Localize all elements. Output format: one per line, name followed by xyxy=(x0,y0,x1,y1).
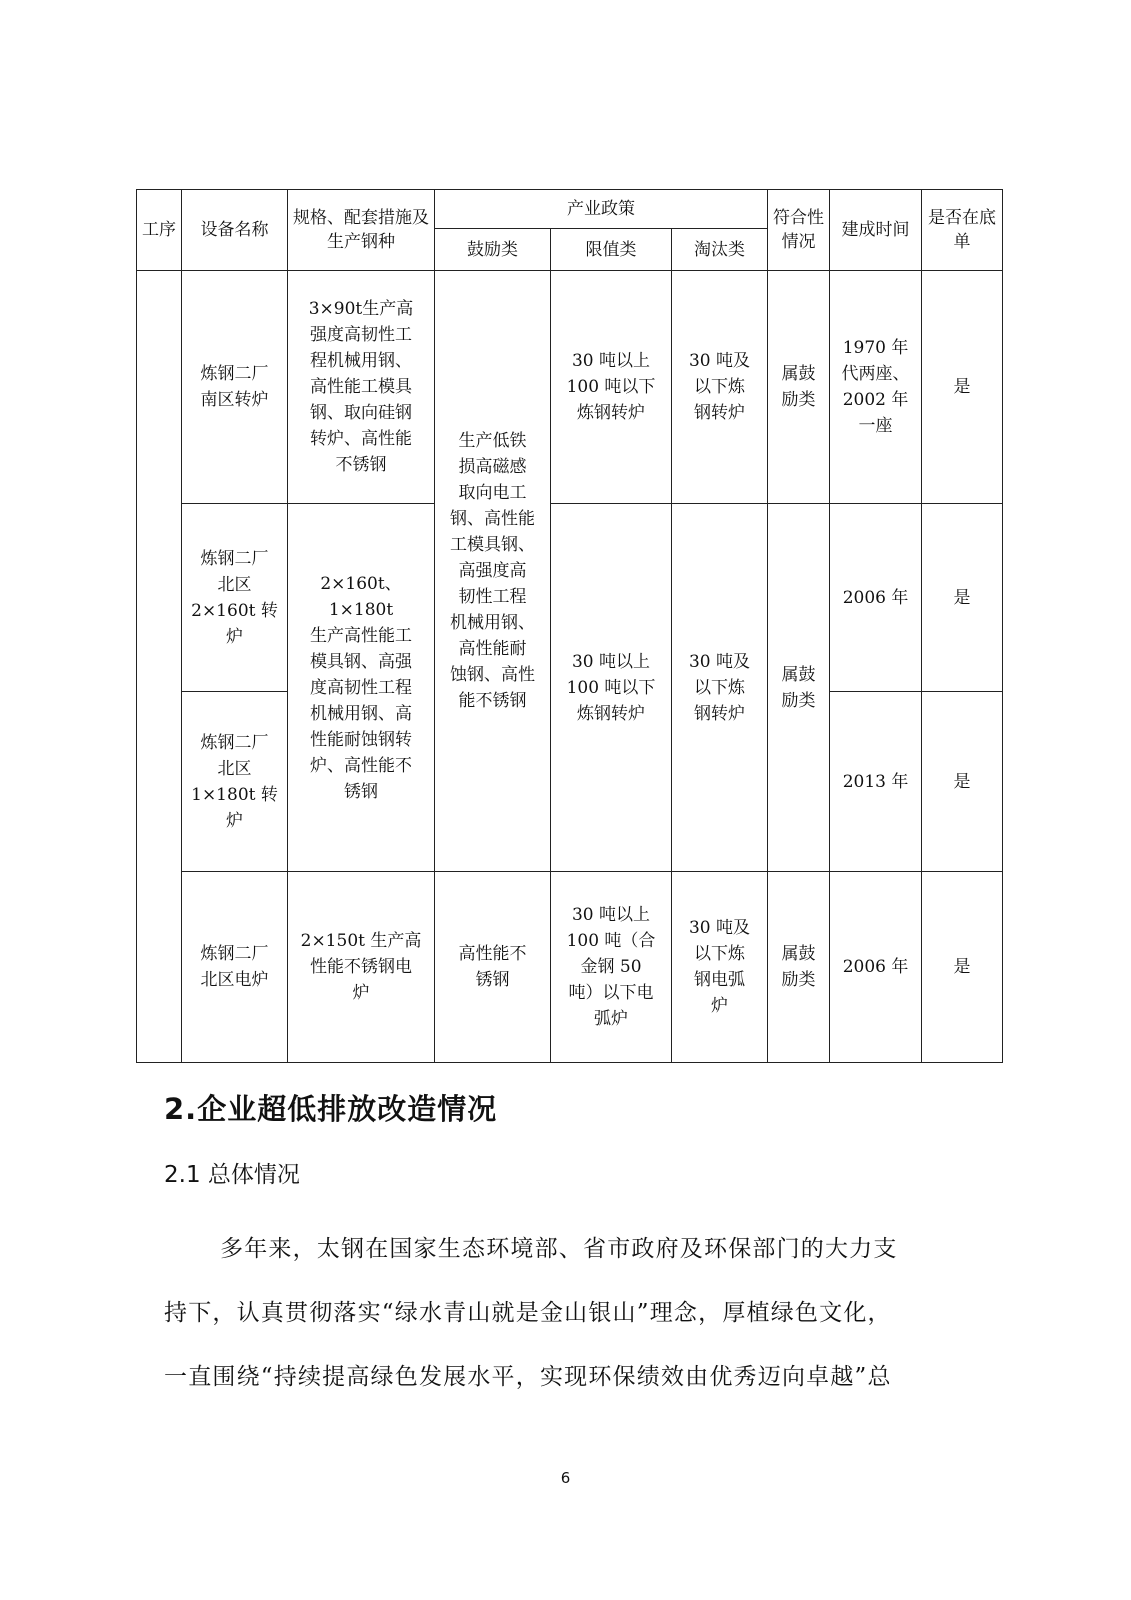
header-process: 工序 xyxy=(137,190,182,271)
spec-cell: 2×150t 生产高 性能不锈钢电 炉 xyxy=(288,872,435,1063)
header-industry-policy: 产业政策 xyxy=(435,190,768,229)
in-list-cell: 是 xyxy=(922,504,1003,692)
encouraged-cell: 高性能不 锈钢 xyxy=(435,872,551,1063)
compliance-cell: 属鼓 励类 xyxy=(768,504,830,872)
in-list-cell: 是 xyxy=(922,271,1003,504)
build-time-cell: 2013 年 xyxy=(830,692,922,872)
header-eliminated: 淘汰类 xyxy=(672,229,768,271)
build-time-cell: 2006 年 xyxy=(830,872,922,1063)
header-build-time: 建成时间 xyxy=(830,190,922,271)
device-name-cell: 炼钢二厂 北区电炉 xyxy=(182,872,288,1063)
device-name-cell: 炼钢二厂 北区 1×180t 转 炉 xyxy=(182,692,288,872)
header-device-name: 设备名称 xyxy=(182,190,288,271)
table-row xyxy=(137,504,1003,692)
section-title: 2.企业超低排放改造情况 xyxy=(164,1092,498,1126)
spec-cell: 2×160t、1×180t 生产高性能工 模具钢、高强 度高韧性工程 机械用钢、高 性能耐蚀钢转 炉、高性能不 锈钢 xyxy=(288,504,435,872)
equipment-policy-table xyxy=(136,189,1003,1063)
header-compliance: 符合性情况 xyxy=(768,190,830,271)
compliance-cell: 属鼓 励类 xyxy=(768,271,830,504)
subsection-title: 2.1 总体情况 xyxy=(164,1162,300,1188)
paragraph-line: 一直围绕“持续提高绿色发展水平，实现环保绩效由优秀迈向卓越”总 xyxy=(164,1364,892,1390)
paragraph-line: 持下，认真贯彻落实“绿水青山就是金山银山”理念，厚植绿色文化， xyxy=(164,1300,892,1326)
restricted-cell: 30 吨以上 100 吨以下 炼钢转炉 xyxy=(551,271,672,504)
paragraph-line: 多年来，太钢在国家生态环境部、省市政府及环保部门的大力支 xyxy=(220,1236,898,1262)
build-time-cell: 1970 年 代两座、 2002 年 一座 xyxy=(830,271,922,504)
header-spec: 规格、配套措施及生产钢种 xyxy=(288,190,435,271)
eliminated-cell: 30 吨及 以下炼 钢电弧 炉 xyxy=(672,872,768,1063)
eliminated-cell: 30 吨及 以下炼 钢转炉 xyxy=(672,271,768,504)
body-paragraph xyxy=(164,1217,984,1409)
compliance-cell: 属鼓 励类 xyxy=(768,872,830,1063)
device-name-cell: 炼钢二厂 北区 2×160t 转 炉 xyxy=(182,504,288,692)
table-row xyxy=(137,271,1003,504)
eliminated-cell: 30 吨及 以下炼 钢转炉 xyxy=(672,504,768,872)
table-row xyxy=(137,872,1003,1063)
process-cell xyxy=(137,271,182,1063)
header-in-list: 是否在底单 xyxy=(922,190,1003,271)
in-list-cell: 是 xyxy=(922,872,1003,1063)
restricted-cell: 30 吨以上 100 吨（合 金钢 50 吨）以下电 弧炉 xyxy=(551,872,672,1063)
page-number: 6 xyxy=(560,1469,571,1487)
spec-cell: 3×90t生产高 强度高韧性工 程机械用钢、 高性能工模具 钢、取向硅钢 转炉、高性能 不锈钢 xyxy=(288,271,435,504)
header-restricted: 限值类 xyxy=(551,229,672,271)
in-list-cell: 是 xyxy=(922,692,1003,872)
encouraged-cell: 生产低铁 损高磁感 取向电工 钢、高性能 工模具钢、 高强度高 韧性工程 机械用钢、 高性能耐 蚀钢、高性 能不锈钢 xyxy=(435,271,551,872)
header-encouraged: 鼓励类 xyxy=(435,229,551,271)
device-name-cell: 炼钢二厂 南区转炉 xyxy=(182,271,288,504)
build-time-cell: 2006 年 xyxy=(830,504,922,692)
restricted-cell: 30 吨以上 100 吨以下 炼钢转炉 xyxy=(551,504,672,872)
